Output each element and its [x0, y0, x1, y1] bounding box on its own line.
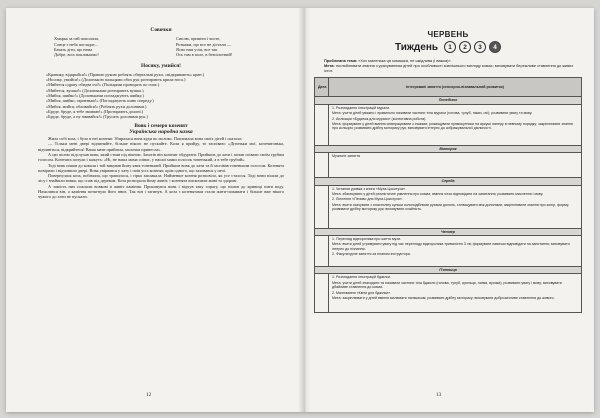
book-spread: [6, 8, 594, 412]
story-paragraph: А цю пісню підслухав вовк, який стояв під вікном. Захотів він козенят обдурити. Прийшов до хати і почав співати своїм грубим голосом. Козенята почули і кажуть: «Ні, не наша мама співає, у нашої мами голосок тоненький, а в тебе грубий».: [38, 151, 284, 163]
poem-column-1: [54, 36, 162, 57]
day-name: Середа: [315, 178, 582, 185]
story-paragraph: Тоді вовк пішов до коваля і той викував йому язик тоненький. Прийшов вовк до хати та й заспівав тоненьким голосом. Козенята повірили і відчинили двері. Вовк увірвався у хату і поїв усіх козенят, крім одного, що заховався у печі.: [38, 162, 284, 173]
activity-line: 1. Розглядання ілюстрацій мурахи.: [332, 105, 391, 110]
game-line: «Носику, умийся!» (Долонькою пальцями обох рук розтирають крила носа.): [46, 77, 186, 83]
week-label: Тиждень: [394, 41, 439, 53]
header-date: Дата: [315, 78, 329, 97]
activity-line: 1. Читання уривка з книги «Муха-Цокотуха».: [332, 186, 406, 191]
game-line: «Бруде, бруде, а ну змивайся!» (Трусять долонями рук.): [46, 114, 148, 120]
finger-game: [38, 72, 284, 120]
goal-label: Мета:: [324, 62, 335, 68]
table-row: [315, 274, 582, 313]
date-cell: [315, 185, 329, 228]
week-number-3: 3: [474, 41, 486, 53]
problem-label: Проблемна тема:: [324, 58, 358, 63]
goal-text: поглиблювати знання з урахуванням дітей про особливості зовнішнього вигляду комах; виховувати бережливе ставлення до живих істот.: [324, 62, 574, 73]
day-row-tuesday: [315, 145, 582, 152]
day-name: Четвер: [315, 228, 582, 235]
activity-line: Музичне заняття: [332, 154, 361, 159]
activity-line: 1. Розглядання ілюстрацій бджілки.: [332, 275, 391, 280]
date-cell: [315, 153, 329, 178]
day-row-thursday: [315, 228, 582, 235]
poem-line: Ясно нам усім, все так: [176, 46, 218, 52]
poem-title: Совочки: [150, 27, 172, 33]
day-row-wednesday: [315, 178, 582, 185]
day-name: П'ятниця: [315, 267, 582, 274]
activity-line: 2. Фізкультурне заняття за планом інструктора.: [332, 252, 411, 257]
activity-cell: [329, 104, 582, 145]
game-line: «Кранику, відкрийся!» (Правою рукою роблять обертальні рухи, «відкривають» кран.): [46, 71, 205, 77]
week-selector: [314, 41, 582, 53]
day-row-monday: [315, 97, 582, 104]
day-name: Вівторок: [315, 145, 582, 152]
activity-cell: [329, 236, 582, 267]
left-page: [6, 8, 302, 412]
activity-line: Мета: збагачувати у дітей реалістичне уявлення про комах; вміння чітко відповідати на запитання; розвивати мислення і мову.: [332, 192, 544, 197]
activity-cell: [329, 153, 582, 178]
game-line: «Бруде, бруде, я тебе змиваю!» (Протирають долоні.): [46, 108, 144, 114]
activity-line: Мета: учити дітей уважно і правильно називати частини тіла мурахи (голова, тулуб, ніжки, очі); розвивати увагу та мову.: [332, 111, 533, 116]
day-name: Понеділок: [315, 97, 582, 104]
activity-cell: [329, 274, 582, 313]
story-title: Вовк і семеро козенят: [134, 123, 188, 130]
game-line: «Мийся, шийко!» (Долоньками погладжують шийку.): [46, 92, 144, 98]
week-number-4: 4: [489, 41, 501, 53]
poem-line: Ось там в поле, в безпілотний!: [176, 52, 233, 58]
right-page: [306, 8, 594, 412]
story-paragraph: Жила собі коза, і було в неї козенят. Збиралася вона куди по молоко. Покликала вона своїх дітей і сказала:: [48, 136, 243, 142]
weekly-plan-table: [314, 77, 582, 313]
table-row: [315, 153, 582, 178]
week-number-1: 1: [444, 41, 456, 53]
activity-line: 2. Ліплення «Печиво для Мухи-Цокотухи».: [332, 197, 403, 202]
activity-line: Мета: формувати у дітей вміння співпрацювати з іншими; розміщувати прямокутники на аркуші паперу в певному порядку; закріплювати знання про кольори; розвивати дрібну моторику рук; виховувати інтерес до зображувальної діяльності.: [332, 122, 573, 131]
poem-line: Бачать діти, що нема: [54, 46, 93, 52]
page-number: 13: [436, 392, 442, 398]
activity-line: Мета: закріплювати у дітей вміння малювати пальчиком; розвивати дрібну моторику; виховувати доброзичливе ставлення до живого.: [332, 296, 555, 301]
table-row: [315, 185, 582, 228]
story-paragraph: — Тільки мені двері відчиняйте, більше нікого не пускайте. Коли я прийду, то заспіваю: «Дітоньки мої, козенятонька, відчиніться, відкрийтеся! Ваша мати прийшла, молочка принесла».: [38, 141, 284, 152]
poem-line: Сиплю, приміти і чисте,: [176, 36, 221, 42]
activity-line: Мета: вчити скачувати з пластиліну кульки колоподібними рухами долонь, сплющувати між долонями; закріплювати знання про колір, форму; розвивати дрібну моторику рук; виховувати охайність.: [332, 202, 570, 212]
month-title: ЧЕРВЕНЬ: [427, 30, 469, 39]
game-line: «Мийтеся одразу обидва очі!» (Пальцями проводять по очах.): [46, 82, 160, 88]
activity-cell: [329, 185, 582, 228]
poem-line: Розкажи, що все не дістали —: [176, 41, 232, 47]
activity-line: 1. Перегляд відеоролика про життя мухи.: [332, 237, 402, 242]
game-line: «Мийтеся, вушка!» (Долоньками розтирають вушка.): [46, 87, 144, 93]
activity-line: Мета: вчити дітей утримувати увагу під час перегляду відеоролика тривалістю 3 хв; формувати навички відповідати на запитання; виховувати інтерес до пізнання.: [332, 242, 570, 251]
table-row: [315, 104, 582, 145]
story-paragraph: А замість них поклали вовкові в живіт каміння. Прокинувся вовк і відчув таку спрагу, що пішов до криниці пити воду. Нахилився він, а каміння потягнуло його вниз. Так він і загинув. А коза з козенятами стали жити-поживати і більше вже нікого чужого до хати не пускали.: [38, 183, 284, 200]
page-number: 12: [146, 392, 152, 398]
left-page-content: [38, 28, 284, 200]
poem: [38, 36, 284, 57]
activity-line: 2. Малювання «Квіти для бджілки».: [332, 290, 392, 295]
topic-block: [324, 59, 582, 73]
activity-line: Мета: учити дітей знаходити та називати частини тіла бджоли (голова, тулуб, крильця, лапки, вусики); розвивати увагу і мову; виховувати дбайливе ставлення до комах.: [332, 280, 562, 290]
poem-line: Сонце з неба поглядає...: [54, 41, 99, 47]
poem-line: Хмарка за гай пополила,: [54, 36, 99, 42]
poem-column-2: [176, 36, 284, 57]
right-page-content: [314, 30, 582, 313]
week-number-2: 2: [459, 41, 471, 53]
day-row-friday: [315, 267, 582, 274]
table-row: [315, 236, 582, 267]
poem-line: Добре, всіх покликаємо!: [54, 52, 99, 58]
date-cell: [315, 236, 329, 267]
date-cell: [315, 274, 329, 313]
game-line: «Мийся, мийся, обливайся!» (Роблять рухи долонями.): [46, 103, 147, 109]
activity-line: 2. Аплікація «Будинок для мурахи» (колективна робота).: [332, 116, 427, 121]
story-paragraph: Повернулася коза, побачила, що трапилося, і гірко заплакала. Найменше козеня розповіло, як усе сталося. Тоді вони пішли до лісу і знайшли вовка, що спав під деревом. Коза розпорола йому живіт, і козенята вискочили живі та здорові.: [38, 173, 284, 184]
header-activities: Інтегровані заняття (сенсорно-пізнавальний розвиток): [329, 78, 582, 97]
finger-game-title: Носику, умийся!: [141, 63, 181, 70]
game-line: «Мийся, шийко, гарненько!» (Погладжують шию спереду.): [46, 98, 154, 104]
problem-text: «Хоч маленька ця комашка, не шкідлива (і важка)».: [358, 58, 452, 63]
story-subtitle: Українська народна казка: [129, 128, 193, 135]
date-cell: [315, 104, 329, 145]
